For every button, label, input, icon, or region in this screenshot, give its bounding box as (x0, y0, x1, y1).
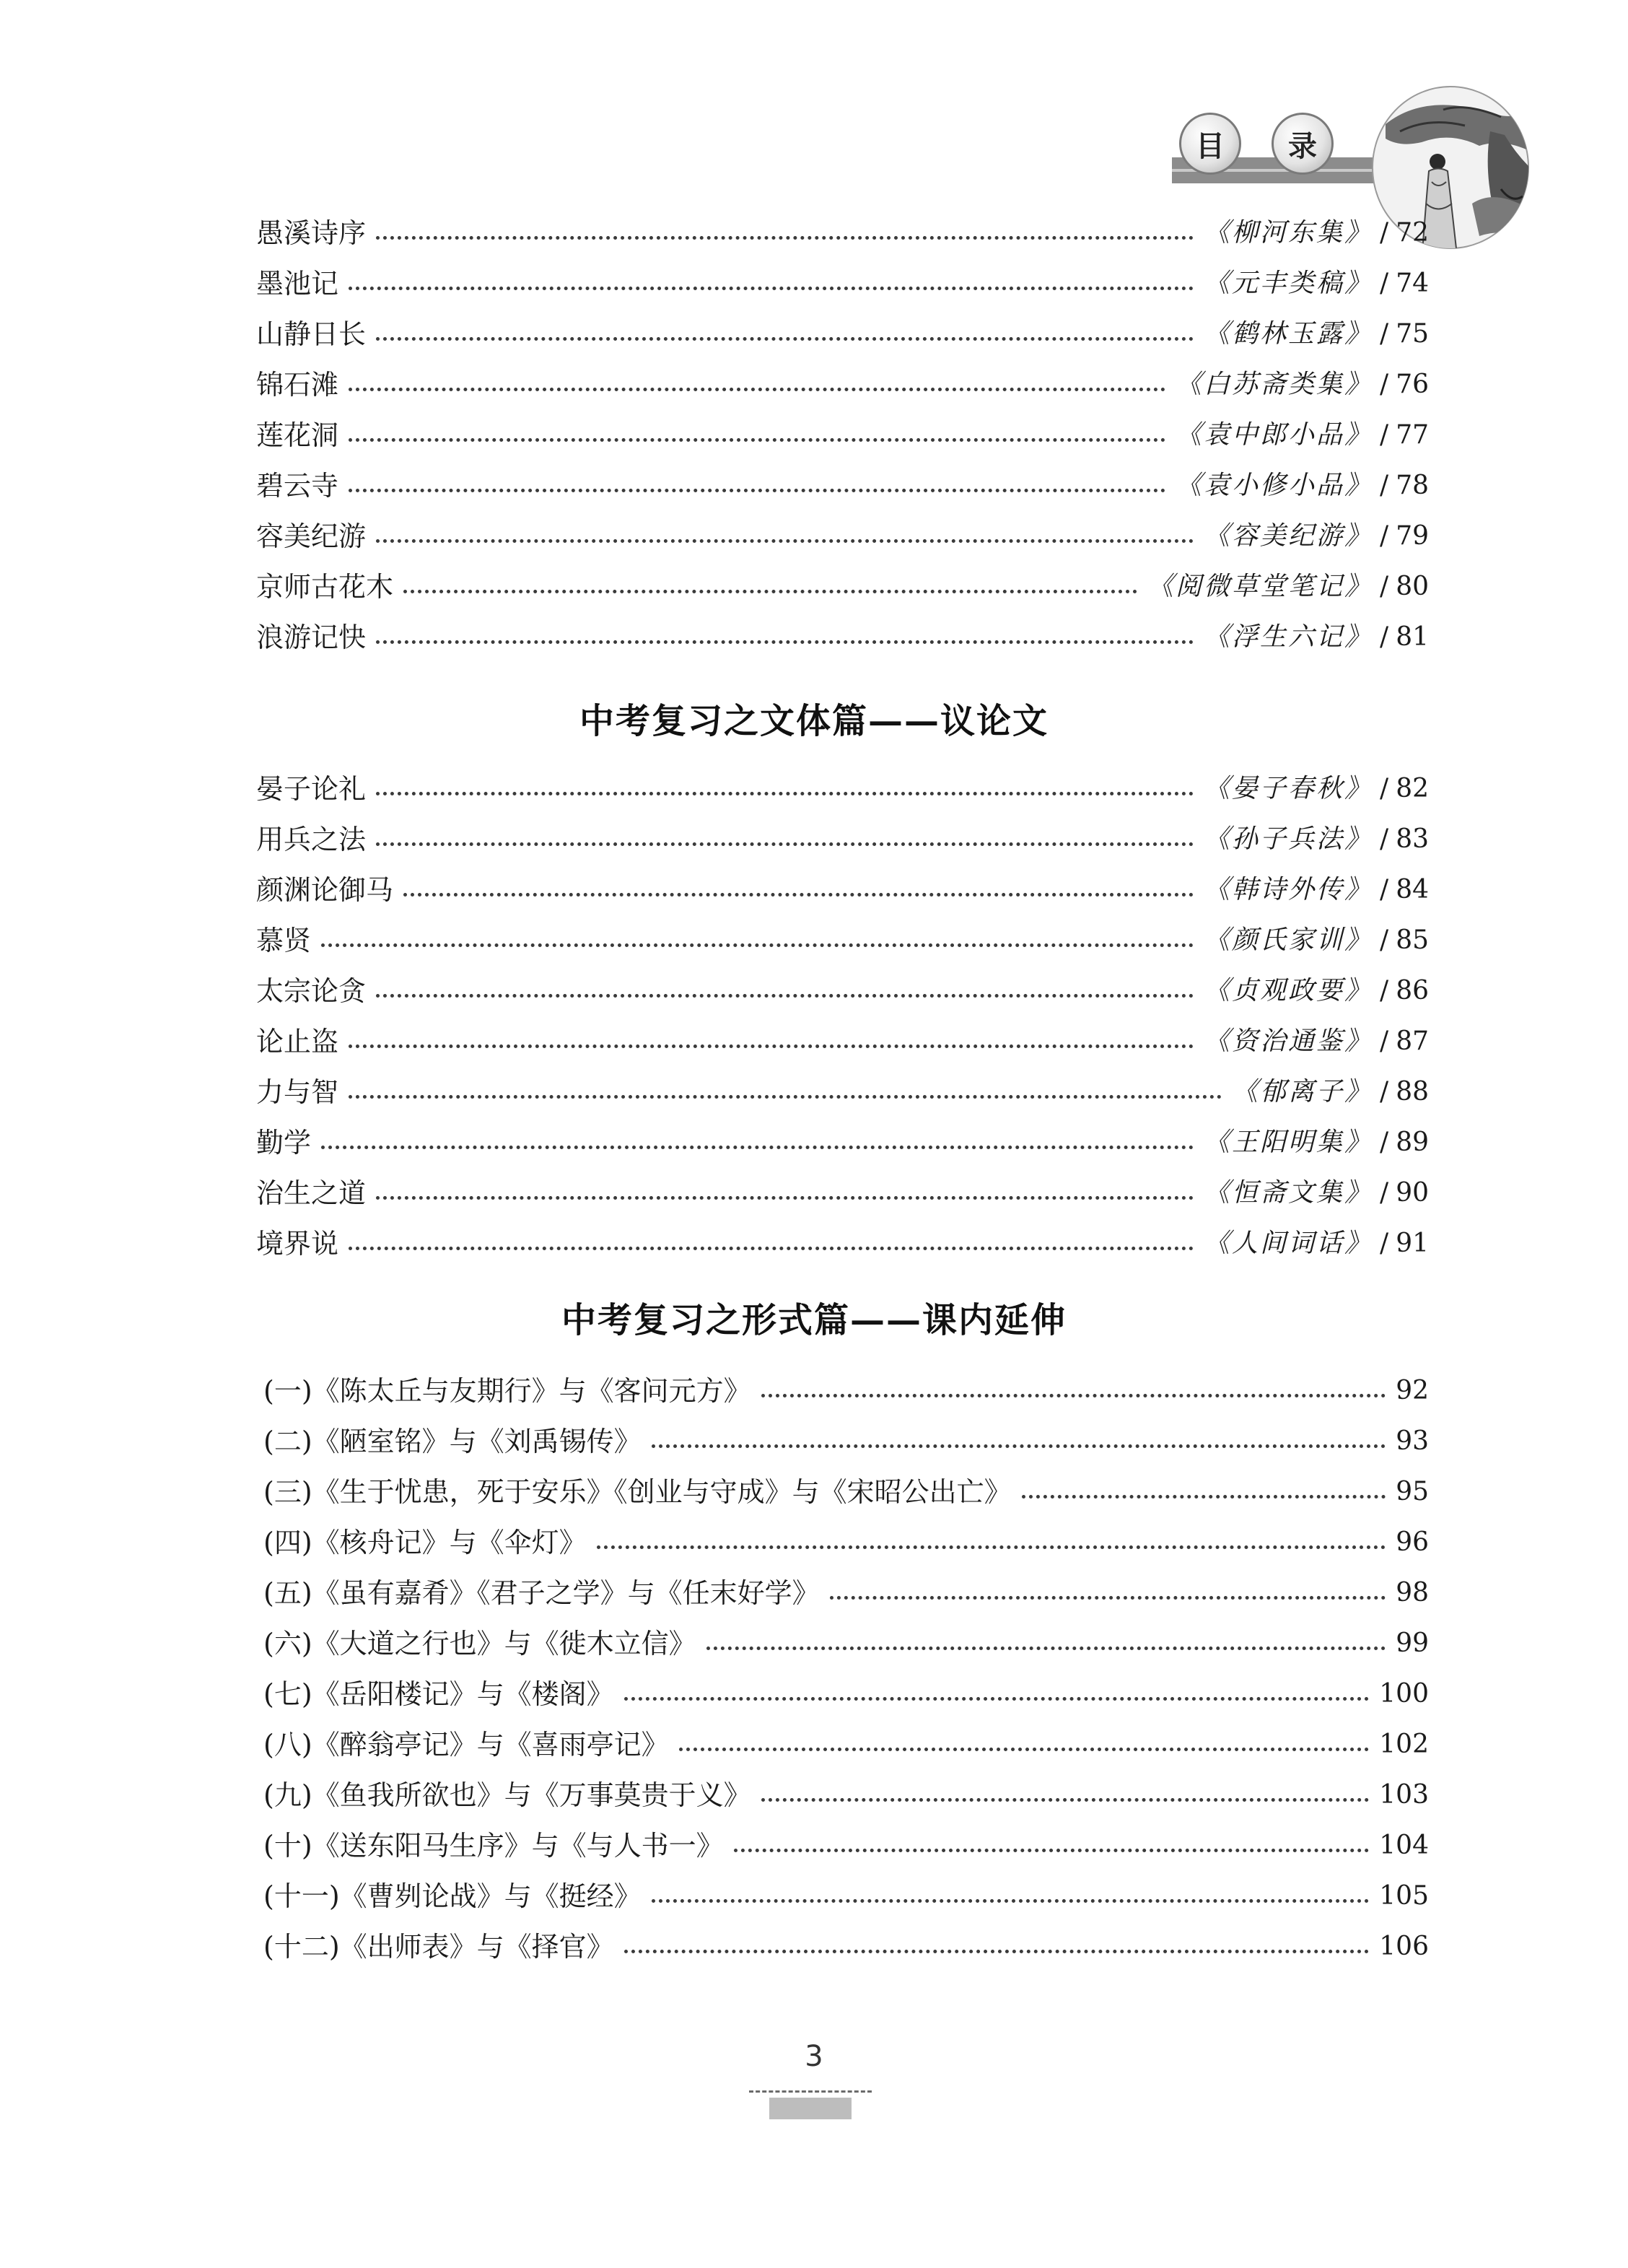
entry-title: (五)《虽有嘉肴》《君子之学》与《任末好学》 (263, 1577, 820, 1609)
dot-leader (376, 640, 1194, 644)
entry-source: 《贞观政要》 (1204, 976, 1373, 1006)
entry-page: 99 (1396, 1628, 1429, 1658)
entry-page: 81 (1396, 622, 1429, 652)
entry-title: 浪游记快 (256, 621, 367, 653)
entry-title: 莲花洞 (256, 419, 339, 451)
entry-source: 《颜氏家训》 (1204, 925, 1373, 955)
slash-separator: / (1380, 925, 1389, 955)
entry-title: (一)《陈太丘与友期行》与《客问元方》 (263, 1375, 751, 1407)
entry-page: 83 (1396, 824, 1429, 854)
toc-entry[interactable] (256, 461, 1429, 511)
toc-entry[interactable] (263, 1366, 1429, 1416)
toc-entry[interactable] (256, 1218, 1429, 1269)
slash-separator: / (1380, 319, 1389, 349)
entry-page: 89 (1396, 1128, 1429, 1157)
entry-page: 87 (1396, 1026, 1429, 1056)
entry-source: 《元丰类稿》 (1204, 269, 1373, 298)
entry-title: (十)《送东阳马生序》与《与人书一》 (263, 1830, 724, 1862)
entry-title: 墨池记 (256, 268, 339, 300)
dot-leader (403, 590, 1137, 593)
toc-entry[interactable] (263, 1416, 1429, 1467)
toc-entry[interactable] (263, 1669, 1429, 1719)
entry-page: 76 (1396, 370, 1429, 399)
toc-entry[interactable] (263, 1820, 1429, 1871)
entry-source: 《晏子春秋》 (1204, 774, 1373, 803)
slash-separator: / (1380, 218, 1389, 248)
dot-leader (376, 792, 1194, 795)
entry-title: 山静日长 (256, 318, 367, 350)
entry-title: 慕贤 (256, 925, 312, 956)
dot-leader (830, 1596, 1386, 1600)
slash-separator: / (1380, 1178, 1389, 1208)
slash-separator: / (1380, 1077, 1389, 1107)
toc-entry[interactable] (263, 1467, 1429, 1517)
entry-title: (八)《醉翁亭记》与《喜雨亭记》 (263, 1729, 669, 1761)
toc-entry[interactable] (256, 410, 1429, 461)
toc-entry[interactable] (256, 814, 1429, 865)
toc-entry[interactable] (256, 1168, 1429, 1218)
slash-separator: / (1380, 1128, 1389, 1157)
entry-title: 愚溪诗序 (256, 217, 367, 249)
entry-title: 论止盗 (256, 1026, 339, 1057)
entry-title: 用兵之法 (256, 824, 367, 855)
entry-page: 78 (1396, 471, 1429, 500)
entry-page: 96 (1396, 1527, 1429, 1557)
entry-title: (七)《岳阳楼记》与《楼阁》 (263, 1678, 614, 1710)
dot-leader (376, 994, 1194, 998)
toc-entry[interactable] (256, 1067, 1429, 1117)
toc-entry[interactable] (256, 865, 1429, 915)
section-heading-argumentative: 中考复习之文体篇——议论文 (579, 701, 1049, 741)
entry-title: (三)《生于忧患，死于安乐》《创业与守成》与《宋昭公出亡》 (263, 1476, 1012, 1508)
toc-entry[interactable] (263, 1568, 1429, 1618)
entry-page: 105 (1379, 1881, 1429, 1911)
entry-source: 《袁小修小品》 (1176, 471, 1373, 500)
entry-source: 《人间词话》 (1204, 1229, 1373, 1258)
dot-leader (349, 1044, 1194, 1048)
dot-leader (349, 388, 1165, 391)
dot-leader (1022, 1495, 1386, 1499)
entry-source: 《白苏斋类集》 (1176, 370, 1373, 399)
toc-entry[interactable] (256, 562, 1429, 612)
dot-leader (376, 337, 1194, 341)
entry-page: 84 (1396, 875, 1429, 904)
header-badge-mu: 目 (1179, 113, 1241, 175)
entry-title: 京师古花木 (256, 571, 394, 603)
dot-leader (761, 1394, 1386, 1397)
entry-page: 93 (1396, 1426, 1429, 1456)
section-heading-in-class-extension: 中考复习之形式篇——课内延伸 (561, 1300, 1067, 1340)
entry-title: 力与智 (256, 1076, 339, 1108)
entry-source: 《容美纪游》 (1204, 521, 1373, 551)
dot-leader (349, 1247, 1194, 1250)
toc-entry[interactable] (256, 612, 1429, 663)
toc-entry[interactable] (256, 915, 1429, 966)
entry-title: (六)《大道之行也》与《徙木立信》 (263, 1628, 696, 1659)
dot-leader (403, 893, 1194, 897)
dot-leader (349, 438, 1165, 442)
entry-title: 锦石滩 (256, 369, 339, 401)
slash-separator: / (1380, 622, 1389, 652)
entry-page: 77 (1396, 420, 1429, 450)
toc-entry[interactable] (256, 258, 1429, 309)
entry-page: 95 (1396, 1477, 1429, 1506)
slash-separator: / (1380, 521, 1389, 551)
entry-title: (九)《鱼我所欲也》与《万事莫贵于义》 (263, 1779, 751, 1811)
toc-entry[interactable] (263, 1618, 1429, 1669)
entry-title: 颜渊论御马 (256, 874, 394, 906)
dot-leader (624, 1697, 1370, 1701)
entry-source: 《资治通鉴》 (1204, 1026, 1373, 1056)
entry-source: 《柳河东集》 (1204, 218, 1373, 248)
entry-page: 100 (1379, 1679, 1429, 1709)
dot-leader (624, 1950, 1370, 1953)
slash-separator: / (1380, 824, 1389, 854)
dot-leader (761, 1798, 1370, 1802)
entry-title: 勤学 (256, 1127, 312, 1159)
toc-entry[interactable] (263, 1922, 1429, 1972)
entry-page: 88 (1396, 1077, 1429, 1107)
entry-page: 91 (1396, 1229, 1429, 1258)
entry-source: 《孙子兵法》 (1204, 824, 1373, 854)
footer-dotted-rule (749, 2090, 872, 2093)
entry-source: 《郁离子》 (1232, 1077, 1373, 1107)
dot-leader (321, 943, 1194, 947)
dot-leader (734, 1849, 1370, 1852)
toc-entry[interactable] (263, 1517, 1429, 1568)
entry-page: 92 (1396, 1376, 1429, 1405)
entry-page: 86 (1396, 976, 1429, 1006)
dot-leader (321, 1146, 1194, 1149)
slash-separator: / (1380, 420, 1389, 450)
entry-source: 《浮生六记》 (1204, 622, 1373, 652)
entry-source: 《鹤林玉露》 (1204, 319, 1373, 349)
entry-title: (十二)《出师表》与《择官》 (263, 1931, 614, 1963)
entry-page: 103 (1379, 1780, 1429, 1810)
toc-entry[interactable] (256, 1117, 1429, 1168)
entry-source: 《韩诗外传》 (1204, 875, 1373, 904)
entry-page: 85 (1396, 925, 1429, 955)
entry-page: 98 (1396, 1578, 1429, 1608)
dot-leader (376, 1196, 1194, 1200)
entry-page: 72 (1396, 218, 1429, 248)
entry-page: 75 (1396, 319, 1429, 349)
entry-title: 太宗论贪 (256, 975, 367, 1007)
slash-separator: / (1380, 370, 1389, 399)
entry-page: 82 (1396, 774, 1429, 803)
slash-separator: / (1380, 875, 1389, 904)
dot-leader (349, 489, 1165, 492)
slash-separator: / (1380, 471, 1389, 500)
dot-leader (652, 1444, 1386, 1448)
entry-title: (十一)《曹刿论战》与《挺经》 (263, 1880, 642, 1912)
toc-entry[interactable] (263, 1770, 1429, 1820)
entry-page: 104 (1379, 1831, 1429, 1860)
page-number: 3 (805, 2040, 823, 2073)
entry-page: 74 (1396, 269, 1429, 298)
dot-leader (376, 236, 1194, 240)
dot-leader (597, 1545, 1386, 1549)
slash-separator: / (1380, 572, 1389, 601)
entry-title: 治生之道 (256, 1177, 367, 1209)
entry-title: 碧云寺 (256, 470, 339, 502)
entry-title: 晏子论礼 (256, 773, 367, 805)
toc-entry[interactable] (256, 764, 1429, 814)
toc-entry[interactable] (263, 1719, 1429, 1770)
entry-title: (二)《陋室铭》与《刘禹锡传》 (263, 1426, 642, 1457)
entry-title: (四)《核舟记》与《伞灯》 (263, 1527, 587, 1558)
dot-leader (349, 1095, 1222, 1099)
slash-separator: / (1380, 1026, 1389, 1056)
entry-page: 90 (1396, 1178, 1429, 1208)
toc-entry[interactable] (256, 309, 1429, 359)
entry-page: 106 (1379, 1932, 1429, 1961)
dot-leader (652, 1899, 1370, 1903)
slash-separator: / (1380, 774, 1389, 803)
slash-separator: / (1380, 1229, 1389, 1258)
entry-page: 102 (1379, 1730, 1429, 1759)
toc-entry[interactable] (263, 1871, 1429, 1922)
dot-leader (349, 287, 1194, 290)
toc-entry[interactable] (256, 511, 1429, 562)
toc-entry[interactable] (256, 966, 1429, 1016)
toc-entry[interactable] (256, 208, 1429, 258)
slash-separator: / (1380, 976, 1389, 1006)
toc-entry[interactable] (256, 1016, 1429, 1067)
slash-separator: / (1380, 269, 1389, 298)
entry-source: 《袁中郎小品》 (1176, 420, 1373, 450)
entry-title: 容美纪游 (256, 520, 367, 552)
entry-source: 《阅微草堂笔记》 (1147, 572, 1373, 601)
footer-gray-block (769, 2098, 852, 2119)
dot-leader (706, 1647, 1386, 1650)
entry-source: 《恒斋文集》 (1204, 1178, 1373, 1208)
entry-page: 80 (1396, 572, 1429, 601)
dot-leader (376, 842, 1194, 846)
dot-leader (679, 1748, 1370, 1751)
toc-entry[interactable] (256, 359, 1429, 410)
header-badge-lu: 录 (1272, 113, 1334, 175)
entry-title: 境界说 (256, 1228, 339, 1260)
dot-leader (376, 539, 1194, 543)
entry-source: 《王阳明集》 (1204, 1128, 1373, 1157)
entry-page: 79 (1396, 521, 1429, 551)
